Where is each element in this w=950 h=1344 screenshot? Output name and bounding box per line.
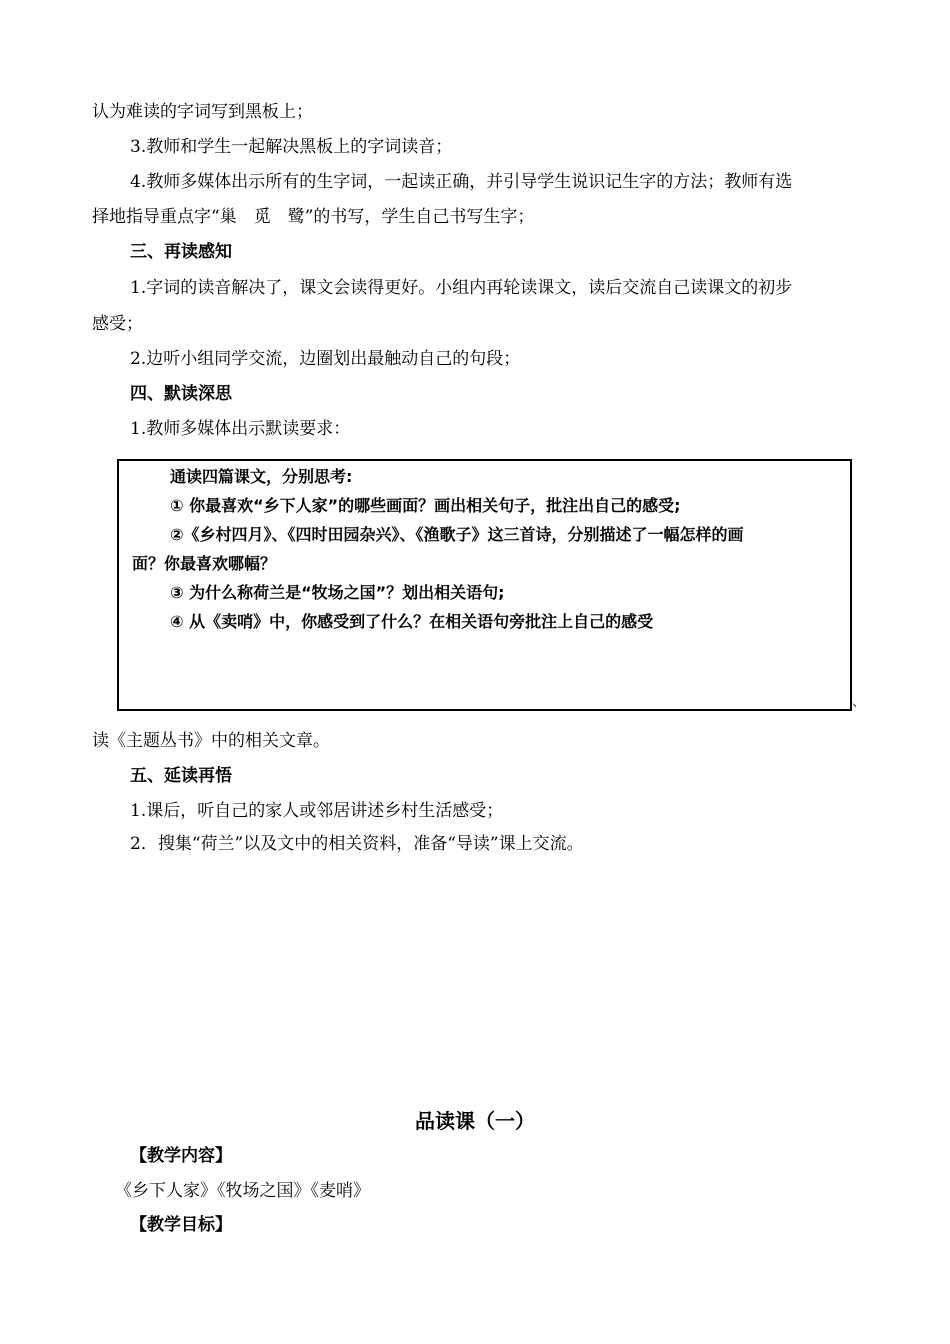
paragraph-line: 读《主题丛书》中的相关文章。 xyxy=(92,731,330,751)
section-heading: 三、再读感知 xyxy=(130,242,232,262)
section-title: 品读课（一） xyxy=(415,1109,535,1133)
paragraph-line: 1.教师多媒体出示默读要求： xyxy=(130,419,351,439)
paragraph-line: 《乡下人家》《牧场之国》《麦哨》 xyxy=(115,1181,370,1201)
box-line: ②《乡村四月》、《四时田园杂兴》、《渔歌子》这三首诗，分别描述了一幅怎样的画 xyxy=(170,525,744,544)
paragraph-line: 3.教师和学生一起解决黑板上的字词读音； xyxy=(130,137,453,157)
section-heading: 四、默读深思 xyxy=(130,384,232,404)
section-heading: 【教学内容】 xyxy=(130,1146,232,1166)
box-line: 面？你最喜欢哪幅？ xyxy=(132,554,277,573)
paragraph-line: 择地指导重点字“巢 觅 鹭”的书写，学生自己书写生字； xyxy=(92,207,535,227)
edge-mark: 、 xyxy=(852,694,866,710)
box-line: ① 你最喜欢“乡下人家”的哪些画面？画出相关句子，批注出自己的感受; xyxy=(170,496,681,515)
paragraph-line: 2.边听小组同学交流，边圈划出最触动自己的句段； xyxy=(130,349,521,369)
paragraph-line: 1.字词的读音解决了，课文会读得更好。小组内再轮读课文，读后交流自己读课文的初步 xyxy=(130,278,793,298)
paragraph-line: 2．搜集“荷兰”以及文中的相关资料，准备“导读”课上交流。 xyxy=(130,834,584,854)
box-line: ③ 为什么称荷兰是“牧场之国”？划出相关语句; xyxy=(170,583,505,602)
paragraph-line: 4.教师多媒体出示所有的生字词，一起读正确，并引导学生说识记生字的方法；教师有选 xyxy=(130,172,793,192)
paragraph-line: 感受； xyxy=(92,314,143,334)
box-line: 通读四篇课文，分别思考: xyxy=(170,467,353,486)
section-heading: 【教学目标】 xyxy=(130,1215,232,1235)
section-heading: 五、延读再悟 xyxy=(130,766,232,786)
paragraph-line: 认为难读的字词写到黑板上； xyxy=(92,102,313,122)
paragraph-line: 1.课后，听自己的家人或邻居讲述乡村生活感受； xyxy=(130,801,504,821)
box-line: ④ 从《卖哨》中，你感受到了什么？在相关语句旁批注上自己的感受 xyxy=(170,612,654,631)
